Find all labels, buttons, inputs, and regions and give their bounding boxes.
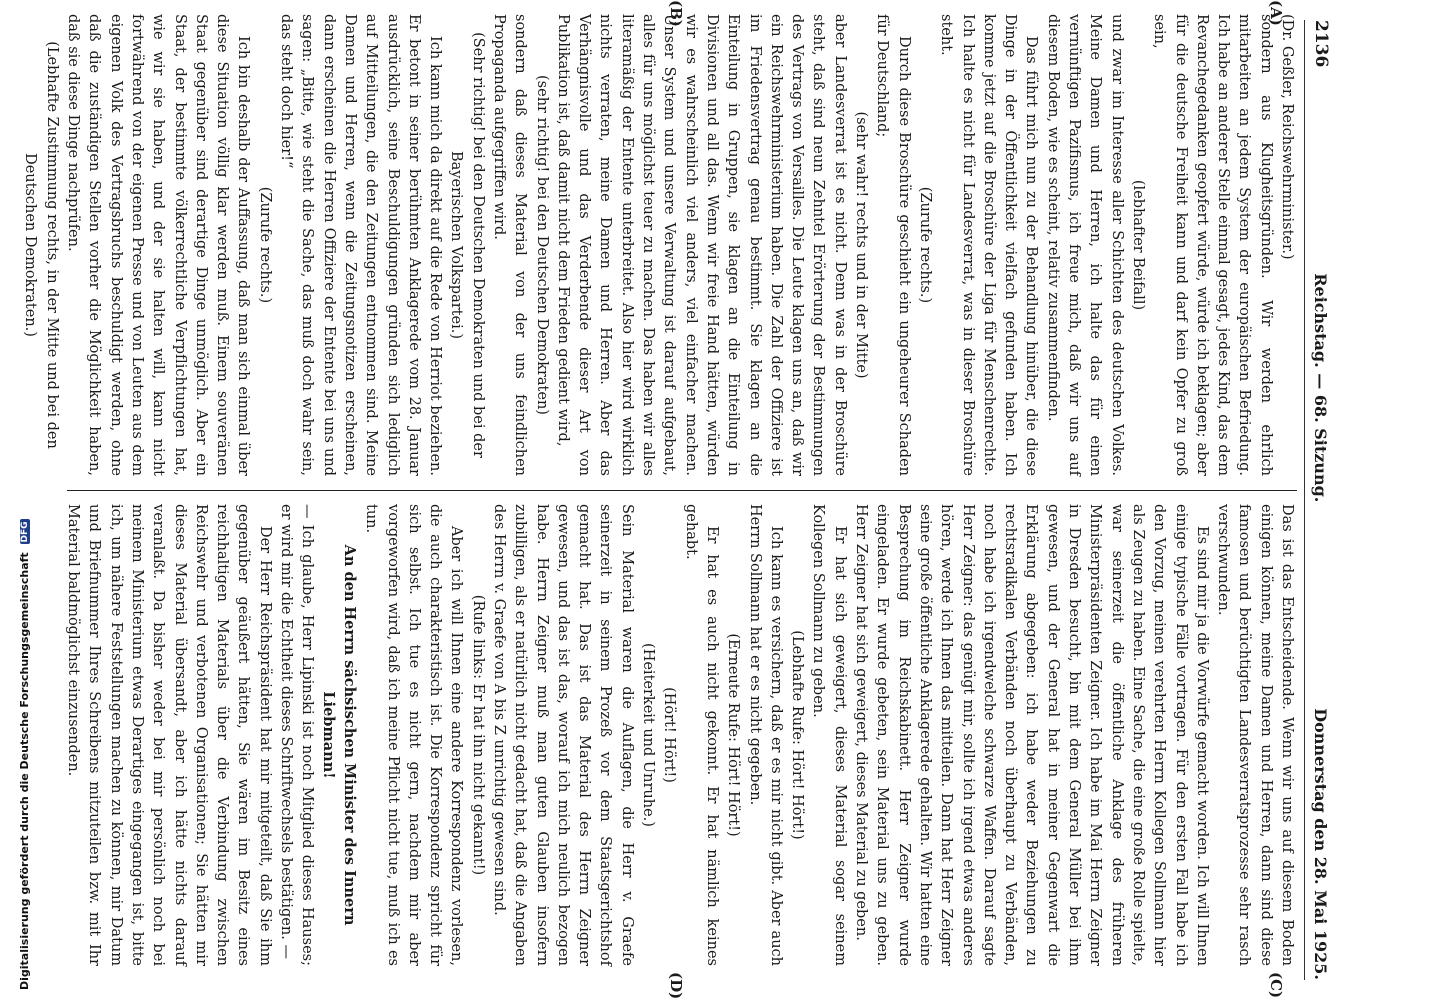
left-paragraph: Ich bin deshalb der Auffassung, daß man sich einmal über diese Situation völlig klar werden muß. Einem souveränen Staat gegenüber sind derartige Dinge unmöglich. Aber ein Staat, der bestimmte völkerrechtliche Verpflichtungen hat, wie wir sie haben, und der sie halten will, kann nicht fortwährend von der eigenen Presse und von Leuten aus dem eigenen Volk des Vertragsbruchs beschuldigt werden, ohne daß die zuständigen Stellen vorher die Möglichkeit haben, daß sie diese Dinge nachprüfen. — [65, 14, 252, 476]
margin-marker-c: (C) — [1267, 972, 1285, 999]
right-paragraph: Sein Material waren die Auflagen, die Herr v. Graefe seinerzeit in seinem Prozeß vor dem Staatsgerichtshof gemacht hat. Das ist das Material des Herrn Zeigner gewesen, und das ist das, worauf ich mich neulich bezogen habe. Herrn Zeigner muß man guten Glauben insofern zubilligen, als er natürlich nicht gedacht hat, daß die Angaben des Herrn v. Graefe von A bis Z unrichtig gewesen sind. — [491, 504, 635, 966]
left-paragraph: (Sehr richtig! bei den Deutschen Demokraten und bei der Bayerischen Volkspartei.) — [448, 32, 486, 458]
margin-marker-a: (A) — [1267, 0, 1285, 26]
left-paragraph: und zwar im Interesse aller Schichten des deutschen Volkes. Meine Damen und Herren, ich halte das für einen vernünftigen Pazifismus, ich freue mich, daß wir uns auf diesem Boden, wie es scheint, relativ zusammenfinden. — [1044, 14, 1125, 476]
dfg-logo: DFG — [20, 521, 30, 543]
right-paragraph: Der Herr Reichspräsident hat mir mitgeteilt, daß Sie ihm gegenüber geäußert hätten, Sie wären im Besitz eines reichhaltigen Materials über die Verbindung zwischen Reichswehr und verbotenen Organisationen; Sie hätten mir dieses Material übersandt, aber ich hätte nichts darauf veranlaßt. Da bisher weder bei mir persönlich noch bei meinem Ministerium etwas Derartiges eingegangen ist, bitte ich, um nähere Feststellungen machen zu können, mir Datum und Briefnummer Ihres Schreibens mitzuteilen bzw. mit Ihr Material baldmöglichst einzusenden. — [65, 504, 273, 966]
page-title: Reichstag. — 68. Sitzung. — [1311, 273, 1331, 503]
left-paragraph: (lebhafter Beifall) — [1129, 179, 1146, 311]
left-paragraph: sondern daß dieses Material von der uns feindlichen Propaganda aufgegriffen wird. — [491, 14, 529, 476]
left-paragraph: (sehr wahr! rechts und in der Mitte) — [853, 111, 870, 379]
left-paragraph: (Zurufe rechts.) — [256, 186, 273, 304]
right-paragraph: Es sind mir ja die Vorwürfe gemacht worden. Ich will Ihnen einige typische Fälle vortragen. Für den ersten Fall habe ich den Vorzug, meinen verehrten Herrn Kollegen Sollmann hier als Zeugen zu haben. Eine Sache, die eine große Rolle spielte, war seinerzeit die öffentliche Anklage des früheren Ministerpräsidenten Zeigner. Ich habe im Mai Herrn Zeigner in Dresden besucht, bin mit dem General Müller bei ihm gewesen, und der General hat in meiner Gegenwart die Erklärung abgegeben: ich habe weder Beziehungen zu rechtsradikalen Verbänden noch überhaupt zu Verbänden, noch habe ich irgendwelche schwarze Waffen. Darauf sagte Herr Zeigner: das genügt mir, sollte ich irgend etwas anderes hören, werde ich Ihnen das mitteilen. Dann hat Herr Zeigner seine große öffentliche Anklagerede gehalten. Wir hatten eine Besprechung im Reichskabinett. Herr Zeigner wurde eingeladen. Er wurde gebeten, sein Material uns zu geben. Herr Zeigner hat sich geweigert, dieses Material zu geben. — [853, 504, 1210, 966]
left-paragraph: (sehr richtig! bei den Deutschen Demokraten) — [533, 75, 550, 415]
right-paragraph: (Lebhafte Rufe: Hört! Hört!) — [789, 630, 806, 840]
right-paragraph: (Hört! Hört!) — [661, 687, 678, 783]
right-paragraph: (Heiterkeit und Unruhe.) — [640, 643, 657, 827]
left-paragraph: aber Landesverrat ist es nicht. Denn was in der Broschüre steht, daß sind neun Zehntel Erörterung der Bestimmungen des Vertrags von Versailles. Die Leute klagen uns an, daß wir ein Reichswehrministerium haben. Die Zahl der Offiziere ist im Friedensvertrag genau bestimmt. Sie klagen an die Einteilung in Gruppen, sie klagen an die Einteilung in Divisionen und all das. Wenn wir freie Hand hätten, würden wir es wahrscheinlich viel anders, viel einfacher machen. Unser System und unsere Verwaltung ist darauf aufgebaut, alles für uns möglichst teuer zu machen. Das haben wir alles literamäßig der Entente unterbreitet. Also hier wird wirklich nichts verraten, meine Damen und Herren. Aber das Verhängnisvolle und das Verderbende dieser Art von Publikation ist, daß damit nicht dem Frieden gedient wird, — [554, 14, 848, 476]
left-paragraph: Ich kann mich da direkt auf die Rede von Herriot beziehen. Er betont in seiner berühmten Anklagerede vom 28. Januar ausdrücklich, seine Beschuldigungen gründen sich lediglich auf Mitteilungen, die den Zeitungen entnommen sind. Meine Damen und Herren, wenn die Zeitungsnotizen erscheinen, dann erscheinen die Herren Offiziere der Entente bei uns und sagen: „Bitte, wie steht die Sache, das muß doch wahr sein, das steht doch hier!“ — [278, 14, 444, 476]
right-paragraph: (Erneute Rufe: Hört! Hört!) — [725, 633, 742, 837]
left-paragraph: (Lebhafte Zustimmung rechts, in der Mitte und bei den Deutschen Demokraten.) — [22, 41, 60, 449]
right-paragraph: Er hat es auch nicht gekonnt. Er hat nämlich keines gehabt. — [682, 504, 720, 966]
right-paragraph: — Ich glaube, Herr Lipinski ist noch Mitglied dieses Hauses; er wird mir die Echtheit dieses Schriftwechsels bestätigen. — — [278, 504, 316, 966]
left-paragraph: sondern aus Klugheitsgründen. Wir werden ehrlich mitarbeiten an jedem System der europäischen Befriedung. Ich habe an anderer Stelle einmal gesagt, jedes Kind, das dem Revanchegedanken geopfert würde, würde ich beklagen; aber für die deutsche Freiheit kann und darf kein Opfer zu groß sein, — [1151, 14, 1274, 476]
column-divider — [67, 490, 1297, 491]
right-paragraph: (Rufe links: Er hat ihn nicht gekannt!) — [469, 594, 486, 876]
margin-marker-d: (D) — [667, 972, 685, 1000]
right-paragraph: An den Herrn sächsischen Minister des Innern Liebmann! — [319, 544, 358, 926]
left-paragraph: (Dr. Geßler, Reichswehrminister.) — [1279, 14, 1295, 260]
page-header — [1307, 20, 1335, 980]
footer-credit-text: Digitalisierung gefördert durch die Deutsche Forschungsgemeinschaft — [18, 552, 31, 990]
footer-strip — [0, 0, 32, 1000]
right-paragraph: Er hat sich geweigert, dieses Material sogar seinem Kollegen Sollmann zu geben. — [810, 504, 848, 966]
footer-credit — [18, 519, 31, 990]
margin-marker-b: (B) — [667, 0, 685, 27]
left-paragraph: (Zurufe rechts.) — [916, 186, 933, 304]
right-column — [62, 504, 1297, 966]
page-date: Donnerstag den 28. Mai 1925. — [1311, 708, 1331, 980]
page-number: 2136 — [1311, 20, 1331, 68]
left-paragraph: Durch diese Broschüre geschieht ein ungeheurer Schaden für Deutschland; — [874, 14, 912, 476]
right-paragraph: Ich kann es versichern, daß er es mir nicht gibt. Aber auch Herrn Sollmann hat er es nicht gegeben. — [746, 504, 784, 966]
right-paragraph: Das ist das Entscheidende. Wenn wir uns auf diesem Boden einigen können, meine Damen und Herren, dann sind diese famosen und berüchtigten Landesverratsprozesse sehr rasch verschwunden. — [1215, 504, 1295, 966]
left-column — [19, 14, 1297, 476]
header-rule — [1304, 20, 1305, 980]
right-paragraph: Aber ich will Ihnen eine andere Korrespondenz vorlesen, die auch charakteristisch ist. Die Korrespondenz spricht für sich selbst. Ich tue es nicht gern, nachdem mir aber vorgeworfen wird, daß ich meine Pflicht nicht tue, muß ich es tun. — [363, 504, 465, 966]
left-paragraph: Das führt mich nun zu der Behandlung hinüber, die diese Dinge in der Öffentlichkeit vielfach gefunden haben. Ich komme jetzt auf die Broschüre der Liga für Menschenrechte. Ich halte es nicht für Landesverrat, was in dieser Broschüre steht. — [938, 14, 1040, 476]
